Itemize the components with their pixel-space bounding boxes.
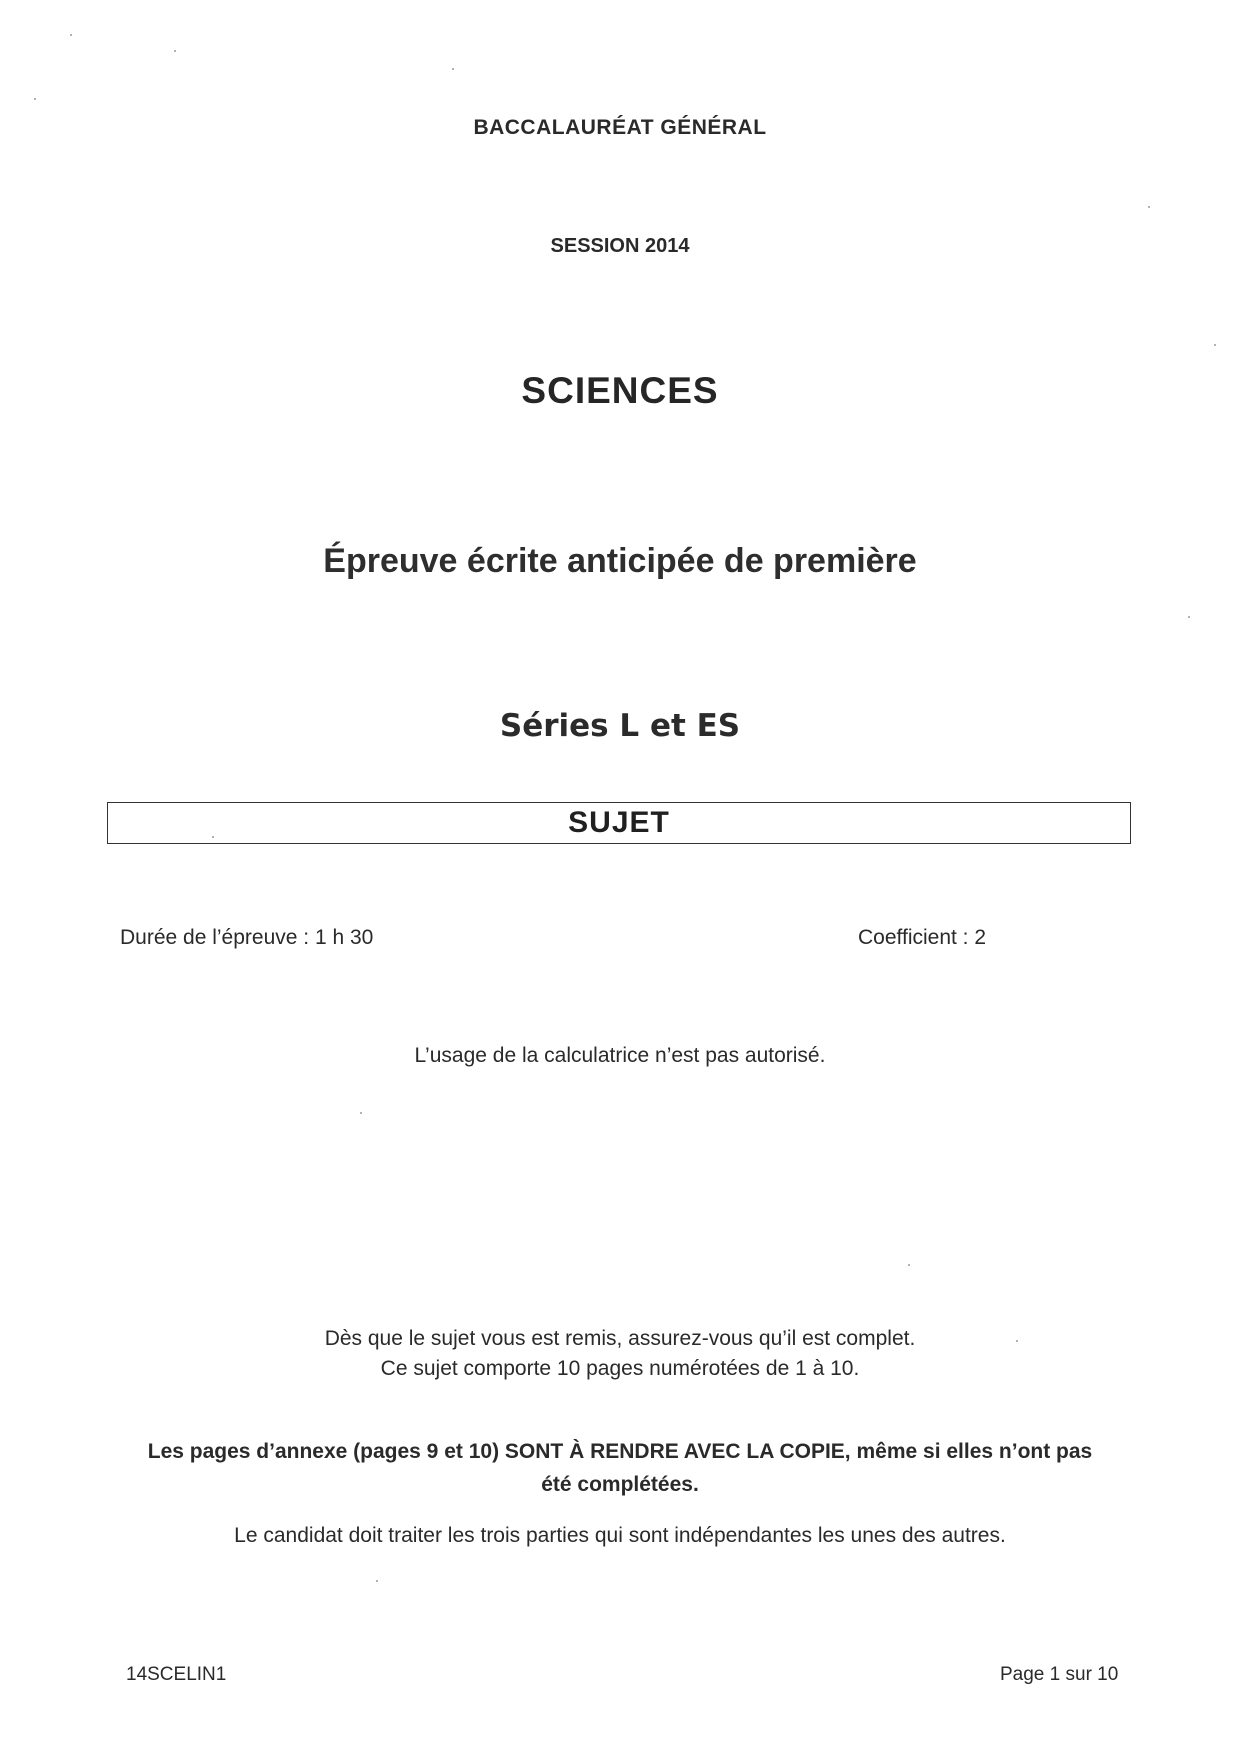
- scan-speck: [360, 1112, 362, 1114]
- sujet-banner: [107, 802, 1131, 844]
- coefficient-text: Coefficient : 2: [858, 926, 987, 949]
- scan-speck: [174, 50, 176, 52]
- scan-speck: [212, 836, 214, 838]
- scan-speck: [70, 34, 72, 36]
- completeness-line-1: Dès que le sujet vous est remis, assurez-vous qu’il est complet.: [324, 1327, 916, 1350]
- parts-instruction: Le candidat doit traiter les trois parties qui sont indépendantes les unes des autres.: [234, 1524, 1006, 1547]
- scan-speck: [452, 68, 454, 70]
- calculator-notice: L’usage de la calculatrice n’est pas autorisé.: [414, 1044, 826, 1067]
- scan-speck: [1214, 344, 1216, 346]
- scan-speck: [1188, 616, 1190, 618]
- test-type-heading: Épreuve écrite anticipée de première: [323, 542, 917, 580]
- series-heading: Séries L et ES: [499, 708, 741, 744]
- scan-speck: [1148, 206, 1150, 208]
- scan-speck: [1016, 1340, 1018, 1342]
- session-label: SESSION 2014: [550, 235, 690, 257]
- scan-speck: [376, 1580, 378, 1582]
- completeness-instructions: [0, 1324, 1240, 1384]
- page-number: Page 1 sur 10: [1000, 1664, 1119, 1685]
- scan-speck: [908, 1264, 910, 1266]
- completeness-line-2: Ce sujet comporte 10 pages numérotées de 1 à 10.: [380, 1357, 860, 1380]
- scan-speck: [34, 98, 36, 100]
- annex-notice: Les pages d’annexe (pages 9 et 10) SONT À RENDRE AVEC LA COPIE, même si elles n’ont pas été complétées.: [147, 1440, 1093, 1496]
- sujet-label: SUJET: [568, 806, 670, 839]
- duration-text: Durée de l’épreuve : 1 h 30: [120, 926, 374, 949]
- exam-code: 14SCELIN1: [126, 1664, 227, 1685]
- exam-title: BACCALAURÉAT GÉNÉRAL: [473, 116, 767, 139]
- subject-title: SCIENCES: [521, 370, 719, 411]
